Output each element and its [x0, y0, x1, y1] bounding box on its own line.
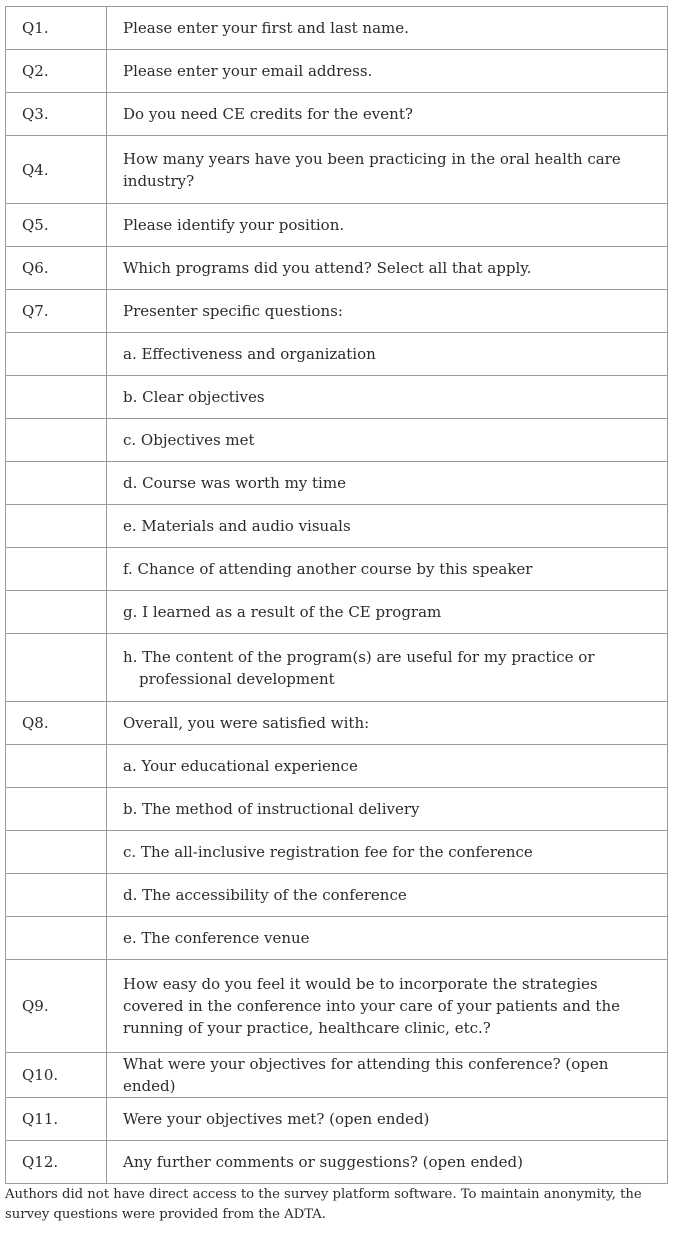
question-number: Q1. [6, 7, 107, 50]
table-row [6, 7, 668, 50]
sub-item-text: d. The accessibility of the conference [107, 874, 668, 917]
question-number: Q9. [6, 960, 107, 1053]
question-number: Q2. [6, 50, 107, 93]
question-number: Q4. [6, 136, 107, 204]
question-number: Q7. [6, 290, 107, 333]
question-text: Please enter your email address. [107, 50, 668, 93]
table-row [6, 1141, 668, 1184]
table-row [6, 831, 668, 874]
question-number [6, 376, 107, 419]
sub-item-text: f. Chance of attending another course by this speaker [107, 548, 668, 591]
sub-item-text: c. The all-inclusive registration fee for the conference [107, 831, 668, 874]
table-row [6, 136, 668, 204]
sub-item-text: h. The content of the program(s) are useful for my practice or professional development [123, 647, 595, 688]
table-row [6, 634, 668, 702]
question-text: Any further comments or suggestions? (open ended) [107, 1141, 668, 1184]
question-number [6, 419, 107, 462]
question-number: Q5. [6, 204, 107, 247]
sub-item-text: c. Objectives met [107, 419, 668, 462]
question-text: Overall, you were satisfied with: [107, 702, 668, 745]
question-number: Q3. [6, 93, 107, 136]
question-number [6, 591, 107, 634]
table-row [6, 788, 668, 831]
question-text: What were your objectives for attending this conference? (open ended) [107, 1053, 668, 1098]
question-number: Q6. [6, 247, 107, 290]
sub-item-text: g. I learned as a result of the CE program [107, 591, 668, 634]
question-number: Q12. [6, 1141, 107, 1184]
sub-item-text: a. Your educational experience [107, 745, 668, 788]
sub-item-text: a. Effectiveness and organization [107, 333, 668, 376]
table-row [6, 548, 668, 591]
table-row [6, 1053, 668, 1098]
question-number: Q11. [6, 1098, 107, 1141]
question-text: Do you need CE credits for the event? [107, 93, 668, 136]
question-number [6, 917, 107, 960]
question-number [6, 745, 107, 788]
question-text: Were your objectives met? (open ended) [107, 1098, 668, 1141]
table-row [6, 591, 668, 634]
table-row [6, 917, 668, 960]
table-row [6, 290, 668, 333]
question-number [6, 874, 107, 917]
table-row [6, 376, 668, 419]
question-text: Please enter your first and last name. [107, 7, 668, 50]
table-row [6, 204, 668, 247]
sub-item-text: d. Course was worth my time [107, 462, 668, 505]
survey-questions-table [5, 6, 668, 1184]
table-row [6, 505, 668, 548]
question-text: How many years have you been practicing in the oral health care industry? [107, 136, 668, 204]
sub-item-text: e. The conference venue [107, 917, 668, 960]
table-row [6, 702, 668, 745]
question-text: How easy do you feel it would be to incorporate the strategies covered in the conference into your care of your patients and the running of your practice, healthcare clinic, etc.? [107, 960, 668, 1053]
sub-item-text: b. Clear objectives [107, 376, 668, 419]
question-number [6, 462, 107, 505]
table-row [6, 960, 668, 1053]
question-number [6, 788, 107, 831]
question-number [6, 634, 107, 702]
table-row [6, 462, 668, 505]
question-number [6, 505, 107, 548]
table-row [6, 745, 668, 788]
table-row [6, 1098, 668, 1141]
question-number: Q8. [6, 702, 107, 745]
question-text: Which programs did you attend? Select all that apply. [107, 247, 668, 290]
table-row [6, 333, 668, 376]
question-number [6, 548, 107, 591]
question-number [6, 333, 107, 376]
sub-item-cell [107, 634, 668, 702]
table-row [6, 50, 668, 93]
table-row [6, 247, 668, 290]
table-row [6, 874, 668, 917]
table-row [6, 93, 668, 136]
sub-item-text: e. Materials and audio visuals [107, 505, 668, 548]
table-row [6, 419, 668, 462]
sub-item-text: b. The method of instructional delivery [107, 788, 668, 831]
question-number [6, 831, 107, 874]
question-text: Presenter specific questions: [107, 290, 668, 333]
question-text: Please identify your position. [107, 204, 668, 247]
question-number: Q10. [6, 1053, 107, 1098]
table-footnote: Authors did not have direct access to the survey platform software. To maintain anonymity, the survey questions were provided from the ADTA. [5, 1187, 642, 1222]
